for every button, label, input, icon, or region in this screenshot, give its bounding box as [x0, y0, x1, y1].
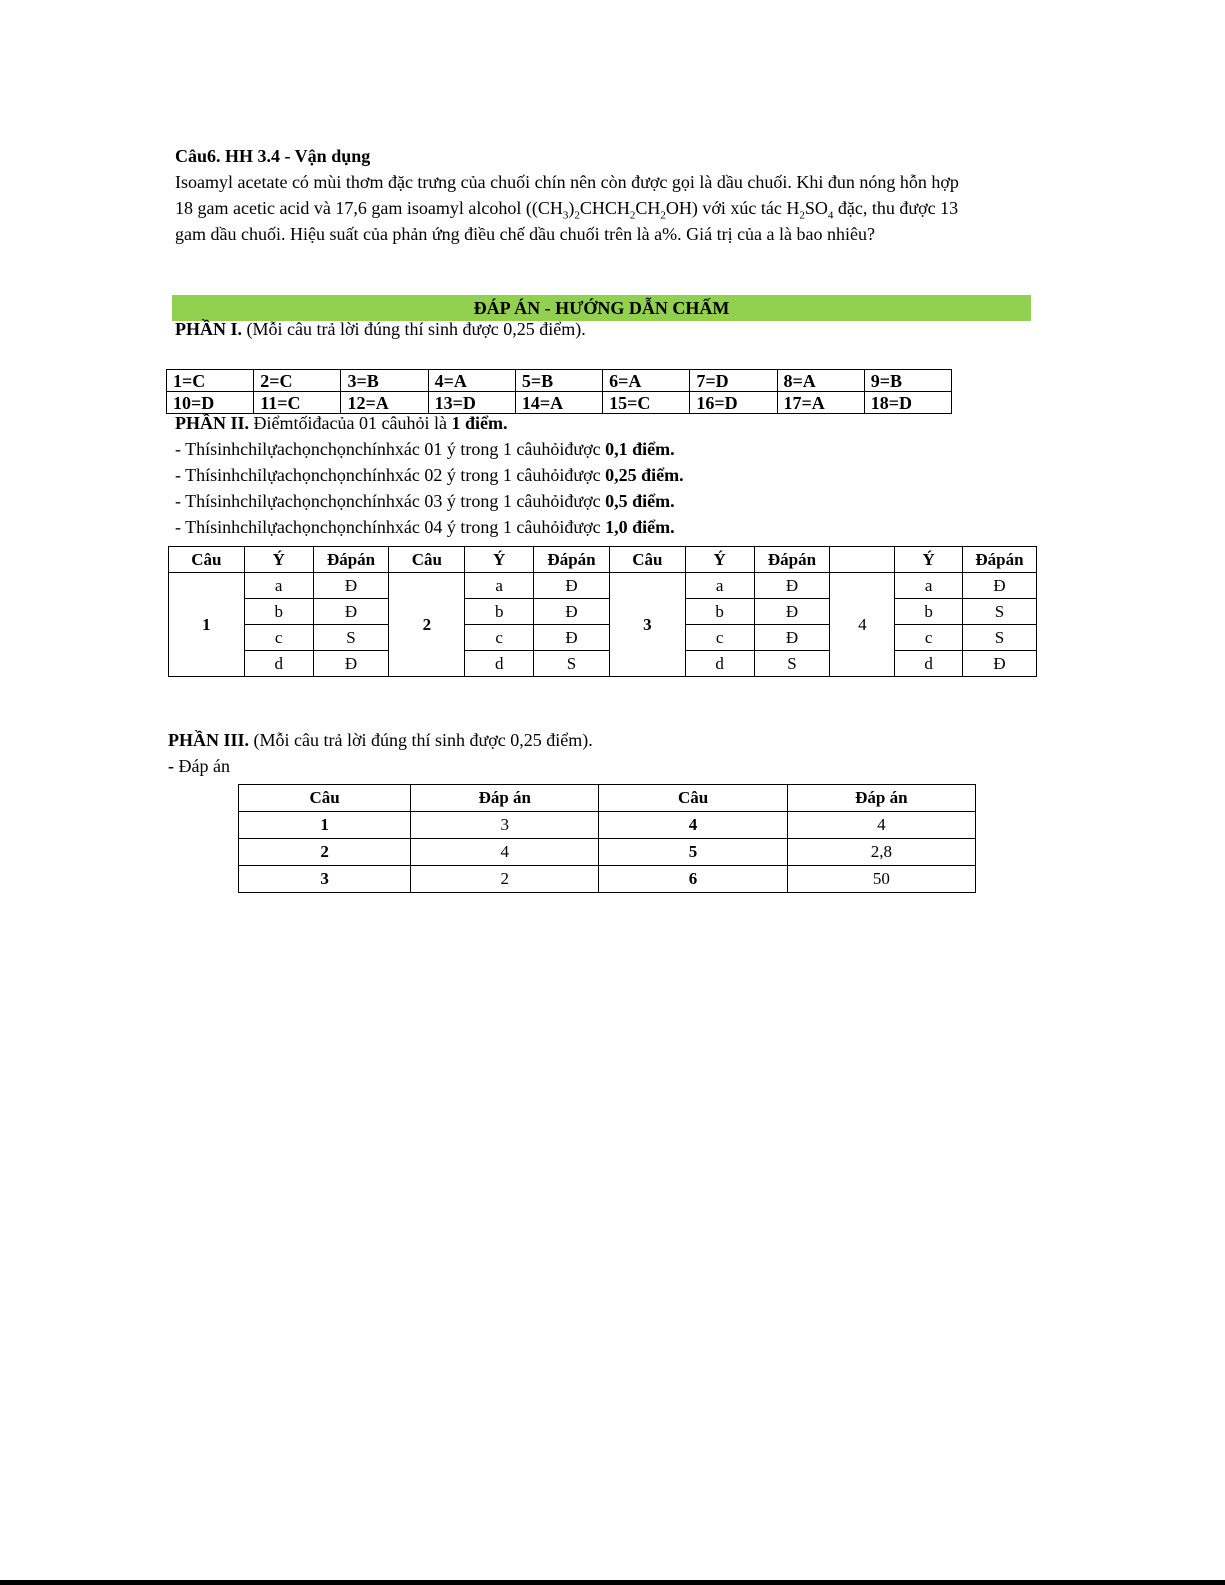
part1-cell: 14=A [515, 392, 602, 414]
part2-item-answer: Đ [963, 651, 1037, 677]
part2-item-answer: Đ [754, 625, 830, 651]
part3-answer-table [238, 784, 976, 893]
part2-item-answer: Đ [963, 573, 1037, 599]
part2-item-answer: Đ [534, 599, 610, 625]
part2-row [169, 651, 1037, 677]
part2-item-letter: a [685, 573, 754, 599]
part2-item-letter: b [685, 599, 754, 625]
part3-question-number: 6 [599, 866, 787, 893]
question-line-1: Isoamyl acetate có mùi thơm đặc trưng của chuối chín nên còn được gọi là dầu chuối. Khi đun nóng hỗn hợp [175, 172, 959, 192]
part2-heading: PHẦN II. Điểmtốiđacủa 01 câuhỏi là 1 điểm. [175, 413, 508, 433]
part2-rule-text: - Thísinhchỉlựachọnchọnchínhxác 04 ý trong 1 câuhỏiđược [175, 517, 606, 537]
part2-item-answer: S [313, 625, 389, 651]
part2-header-cell: Câu [389, 547, 465, 573]
part1-cell: 8=A [777, 370, 864, 392]
part3-answer: 2,8 [787, 839, 975, 866]
part2-item-answer: Đ [313, 573, 389, 599]
part2-question-number: 4 [830, 573, 895, 677]
part2-row [169, 573, 1037, 599]
answer-key-banner: ĐÁP ÁN - HƯỚNG DẪN CHẤM [172, 295, 1031, 321]
part2-item-letter: b [895, 599, 963, 625]
part1-answer-table [166, 369, 952, 414]
part1-cell: 18=D [864, 392, 951, 414]
part3-header-cell: Câu [239, 785, 411, 812]
part2-rule-text: - Thísinhchỉlựachọnchọnchínhxác 02 ý trong 1 câuhỏiđược [175, 465, 606, 485]
part2-rule-line [175, 439, 675, 460]
part2-item-letter: a [895, 573, 963, 599]
part2-item-letter: d [244, 651, 313, 677]
question-line-3: gam dầu chuối. Hiệu suất của phản ứng điều chế dầu chuối trên là a%. Giá trị của a là bao nhiêu? [175, 224, 875, 244]
part1-cell: 2=C [254, 370, 341, 392]
part2-header-cell: Câu [609, 547, 685, 573]
part3-header-cell: Câu [599, 785, 787, 812]
part2-item-answer: Đ [754, 573, 830, 599]
part2-item-answer: Đ [534, 625, 610, 651]
part2-question-number: 3 [609, 573, 685, 677]
part2-header-cell: Câu [169, 547, 245, 573]
part3-heading: PHẦN III. (Mỗi câu trả lời đúng thí sinh được 0,25 điểm). [168, 730, 593, 750]
part2-header-cell: Đápán [754, 547, 830, 573]
part2-item-letter: d [465, 651, 534, 677]
part3-question-number: 1 [239, 812, 411, 839]
part1-row [167, 370, 952, 392]
part1-cell: 6=A [603, 370, 690, 392]
part2-item-letter: a [465, 573, 534, 599]
part2-header-cell: Ý [895, 547, 963, 573]
part3-question-number: 3 [239, 866, 411, 893]
page-bottom-border [0, 1580, 1225, 1585]
part2-item-letter: b [244, 599, 313, 625]
part3-row [239, 839, 976, 866]
part2-rule-text: - Thísinhchỉlựachọnchọnchínhxác 03 ý trong 1 câuhỏiđược [175, 491, 606, 511]
part2-item-answer: Đ [534, 573, 610, 599]
part2-rule-points: 0,5 điểm. [605, 491, 675, 511]
part2-header-cell: Đápán [534, 547, 610, 573]
part2-row [169, 599, 1037, 625]
part2-question-number: 1 [169, 573, 245, 677]
part1-cell: 12=A [341, 392, 428, 414]
part2-row [169, 625, 1037, 651]
question-body [175, 169, 1035, 247]
part2-item-answer: S [963, 625, 1037, 651]
part2-item-answer: Đ [313, 599, 389, 625]
part3-row [239, 866, 976, 893]
part2-item-answer: S [534, 651, 610, 677]
part2-item-letter: c [895, 625, 963, 651]
part3-answer: 4 [411, 839, 599, 866]
part1-cell: 1=C [167, 370, 254, 392]
part2-header-cell: Ý [244, 547, 313, 573]
part2-item-letter: d [895, 651, 963, 677]
part2-item-letter: c [244, 625, 313, 651]
part1-cell: 3=B [341, 370, 428, 392]
part3-header-cell: Đáp án [411, 785, 599, 812]
part2-rule-line [175, 517, 675, 538]
part2-rule-points: 1,0 điểm. [605, 517, 675, 537]
part1-cell: 4=A [428, 370, 515, 392]
part2-rule-line [175, 465, 684, 486]
part2-item-answer: S [963, 599, 1037, 625]
part2-rule-points: 0,1 điểm. [605, 439, 675, 459]
part1-heading: PHẦN I. (Mỗi câu trả lời đúng thí sinh được 0,25 điểm). [175, 319, 586, 339]
part2-header-cell [830, 547, 895, 573]
part1-cell: 17=A [777, 392, 864, 414]
part3-question-number: 5 [599, 839, 787, 866]
question-title: Câu6. HH 3.4 - Vận dụng [175, 146, 371, 166]
part2-item-letter: d [685, 651, 754, 677]
part3-answer: 3 [411, 812, 599, 839]
part2-item-letter: c [465, 625, 534, 651]
part2-header-row [169, 547, 1037, 573]
part1-cell: 5=B [515, 370, 602, 392]
part3-answer: 4 [787, 812, 975, 839]
part3-header-row [239, 785, 976, 812]
part2-item-letter: b [465, 599, 534, 625]
part3-answer: 50 [787, 866, 975, 893]
part1-row [167, 392, 952, 414]
part2-header-cell: Ý [465, 547, 534, 573]
part2-item-letter: a [244, 573, 313, 599]
question-line-2: 18 gam acetic acid và 17,6 gam isoamyl alcohol $((CH_3)_2CHCH_2CH_2OH)$ với xúc tác $H_2SO_4$ đặc, thu được 13 [175, 198, 959, 222]
part1-cell: 16=D [690, 392, 777, 414]
part3-header-cell: Đáp án [787, 785, 975, 812]
part3-question-number: 4 [599, 812, 787, 839]
part2-header-cell: Đápán [963, 547, 1037, 573]
part2-rule-text: - Thísinhchỉlựachọnchọnchínhxác 01 ý trong 1 câuhỏiđược [175, 439, 606, 459]
part3-answer: 2 [411, 866, 599, 893]
part2-header-cell: Ý [685, 547, 754, 573]
part2-question-number: 2 [389, 573, 465, 677]
part1-cell: 7=D [690, 370, 777, 392]
part2-rule-line [175, 491, 675, 512]
part2-item-answer: Đ [754, 599, 830, 625]
part2-answer-table [168, 546, 1037, 677]
part2-header-cell: Đápán [313, 547, 389, 573]
part3-question-number: 2 [239, 839, 411, 866]
part3-row [239, 812, 976, 839]
part1-cell: 13=D [428, 392, 515, 414]
part2-rule-points: 0,25 điểm. [605, 465, 684, 485]
part2-item-answer: Đ [313, 651, 389, 677]
part1-cell: 15=C [603, 392, 690, 414]
part1-cell: 9=B [864, 370, 951, 392]
part1-cell: 10=D [167, 392, 254, 414]
part1-cell: 11=C [254, 392, 341, 414]
part2-item-letter: c [685, 625, 754, 651]
part3-subheading: - Đáp án [168, 756, 230, 776]
part2-item-answer: S [754, 651, 830, 677]
